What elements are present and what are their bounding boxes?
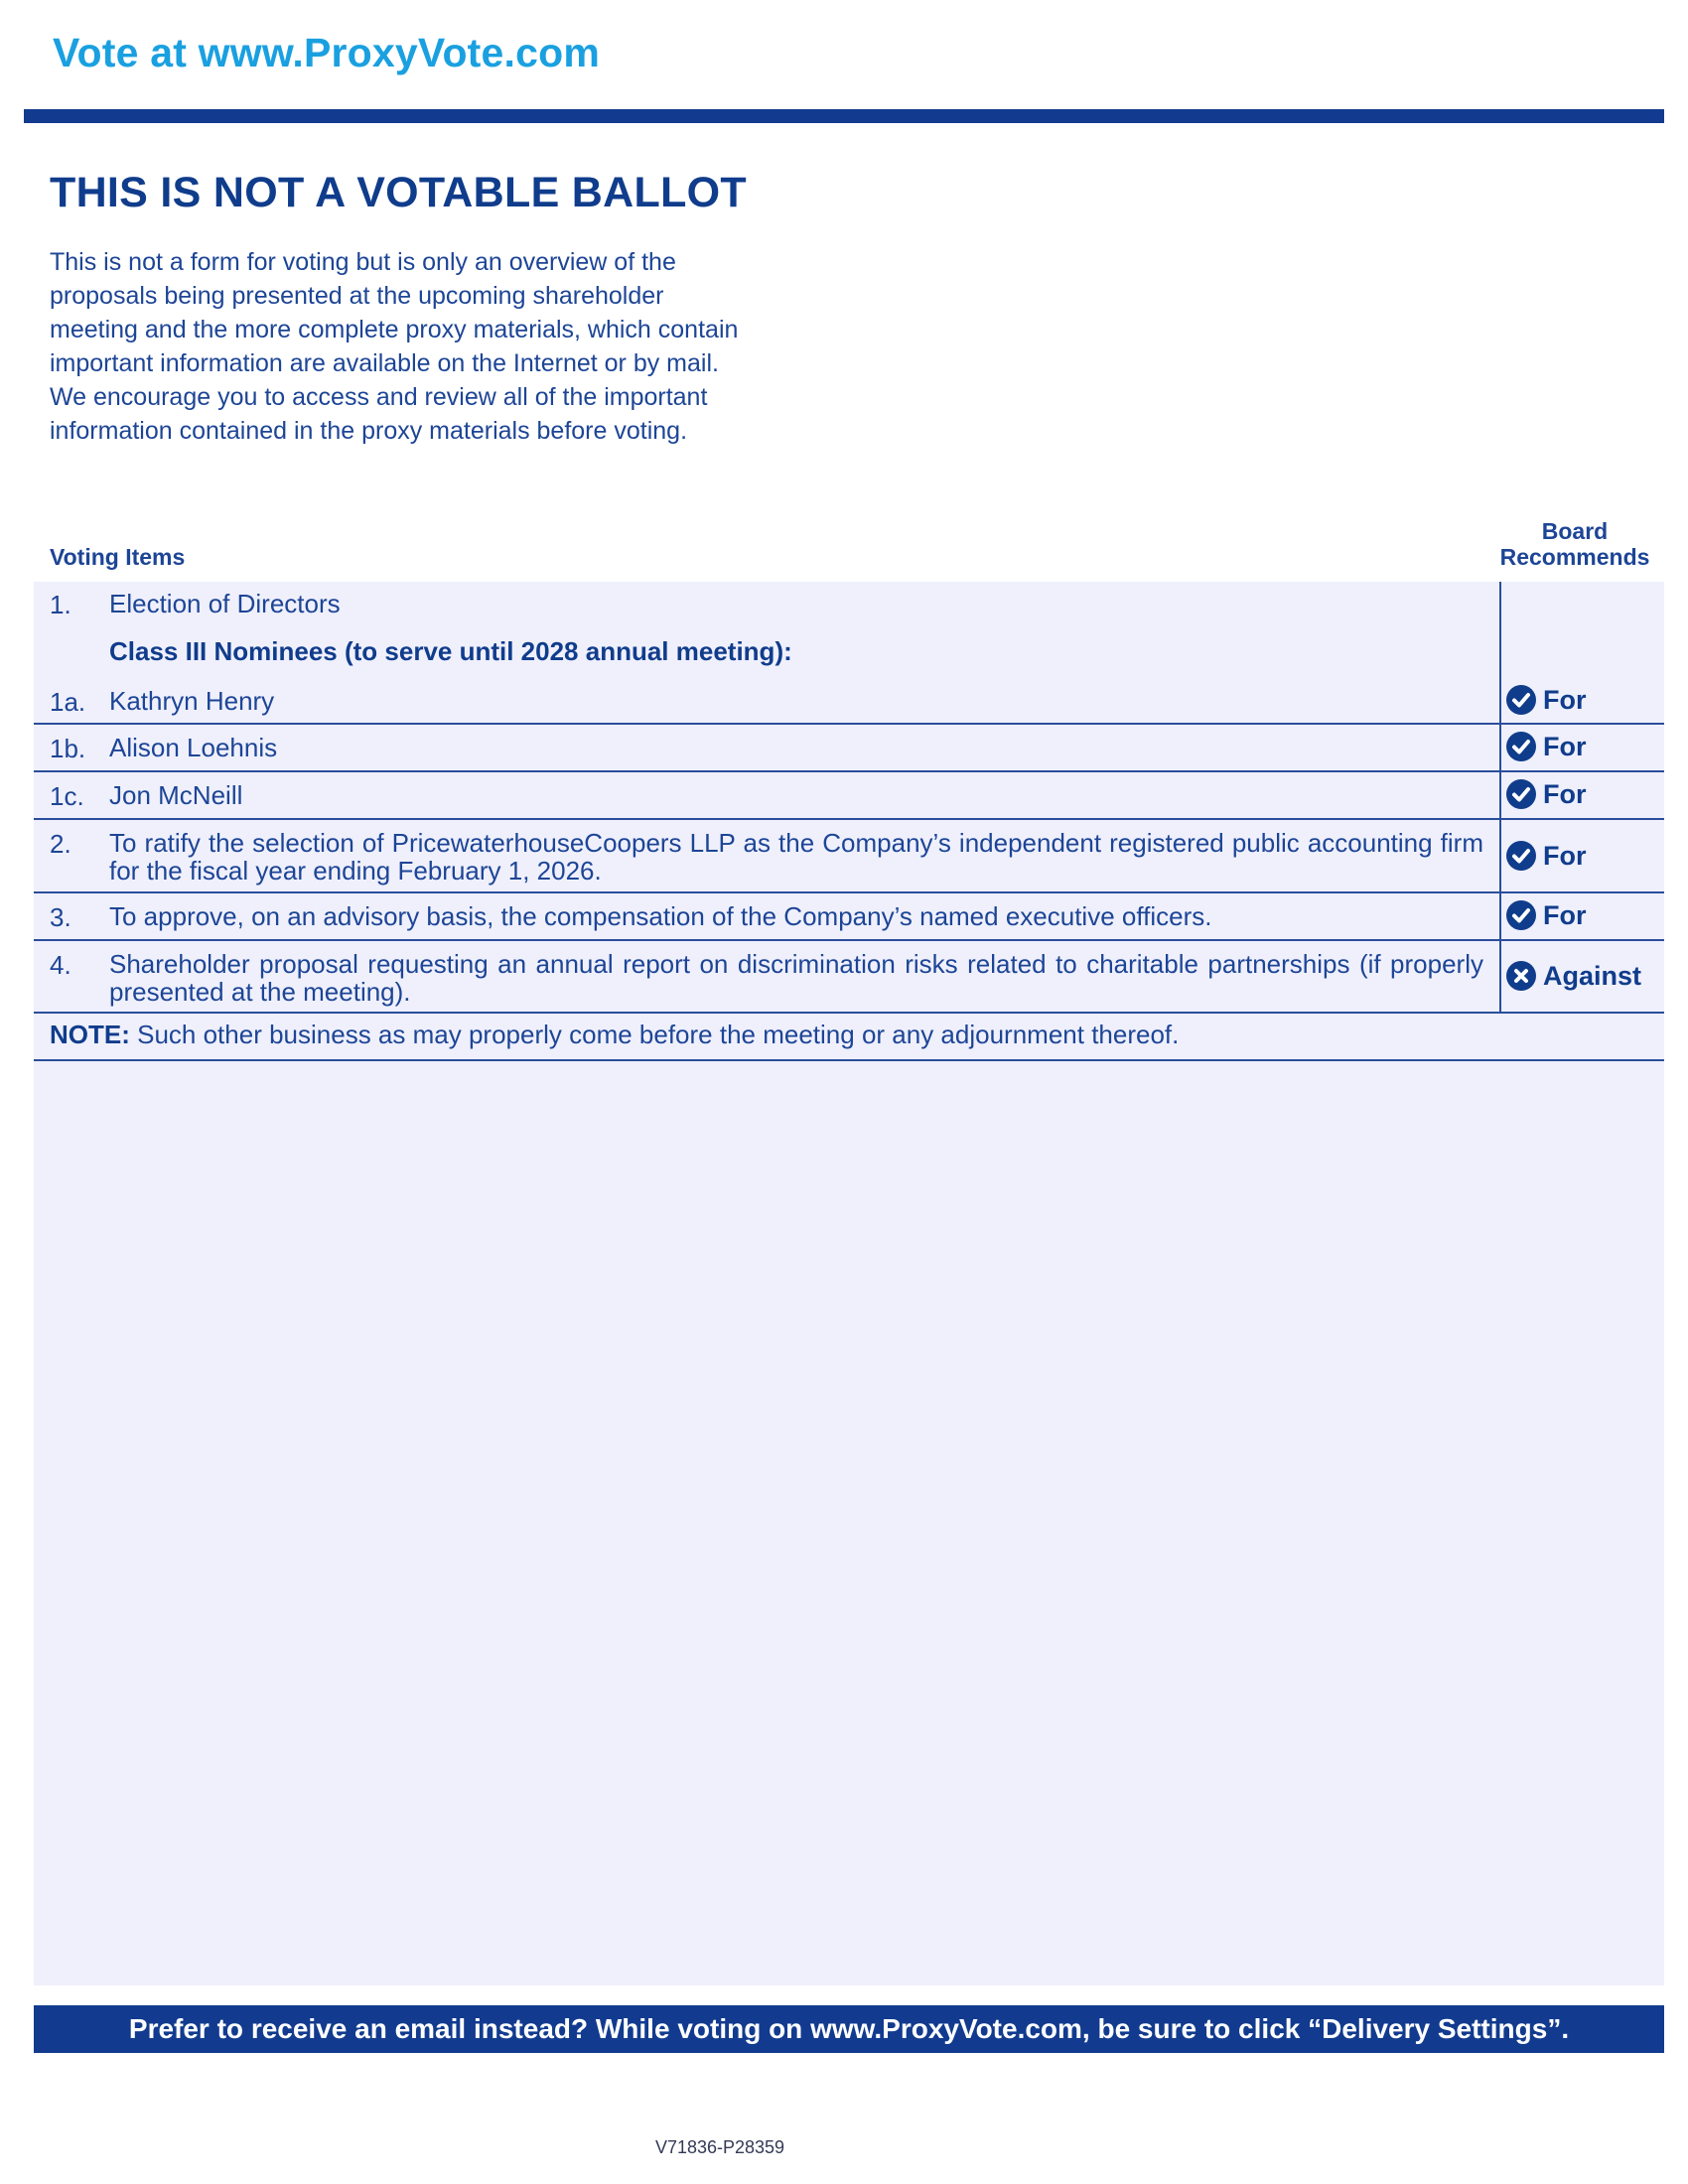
table-row — [34, 820, 1664, 893]
header-rule — [24, 109, 1664, 123]
intro-line: important information are available on the Internet or by mail. — [50, 349, 719, 377]
intro-line: proposals being presented at the upcoming shareholder — [50, 282, 664, 310]
item-number: 1a. — [50, 687, 86, 717]
table-row — [34, 677, 1664, 725]
page-title: THIS IS NOT A VOTABLE BALLOT — [50, 169, 747, 216]
delivery-settings-banner — [34, 2005, 1664, 2053]
board-recommendation — [1505, 840, 1587, 872]
proxyvote-header-link[interactable]: Vote at www.ProxyVote.com — [53, 30, 601, 75]
item-text: Alison Loehnis — [109, 733, 278, 762]
item-text: To approve, on an advisory basis, the compensation of the Company’s named executive officers. — [109, 901, 1212, 931]
item-text: Shareholder proposal requesting an annual report on discrimination risks related to charitable partnerships (if properly presented at the meeting). — [109, 949, 1483, 1007]
recommendation-label: For — [1543, 684, 1587, 715]
intro-line: meeting and the more complete proxy materials, which contain — [50, 316, 739, 343]
table-row — [34, 893, 1664, 941]
check-circle-icon — [1505, 778, 1537, 810]
item-number: 1b. — [50, 734, 86, 763]
board-recommendation — [1505, 899, 1587, 931]
board-recommendation — [1505, 731, 1587, 762]
board-recommendation — [1505, 684, 1587, 716]
intro-line: information contained in the proxy materials before voting. — [50, 417, 688, 445]
recommendation-label: For — [1543, 731, 1587, 761]
election-row — [34, 582, 1664, 625]
item-number: 1c. — [50, 781, 84, 811]
table-row — [34, 725, 1664, 772]
recommendation-label: Against — [1543, 960, 1642, 991]
board-header-line: Board — [1541, 518, 1609, 544]
item-number: 2. — [50, 829, 71, 859]
item-number: 1. — [50, 590, 71, 619]
nominee-subheading-row — [34, 629, 1664, 673]
recommendation-label: For — [1543, 778, 1587, 809]
item-text: To ratify the selection of PricewaterhouseCoopers LLP as the Company’s independent registered public accounting firm for the fiscal year ending February 1, 2026. — [109, 828, 1483, 886]
note-text — [50, 1020, 1179, 1050]
note-body: Such other business as may properly come before the meeting or any adjournment thereof. — [129, 1020, 1180, 1049]
intro-line: This is not a form for voting but is only an overview of the — [50, 248, 676, 276]
recommendation-label: For — [1543, 840, 1587, 871]
item-text: Jon McNeill — [109, 780, 243, 810]
item-text: Election of Directors — [109, 589, 341, 618]
check-circle-icon — [1505, 684, 1537, 716]
board-header-line: Recommends — [1499, 544, 1650, 570]
nominee-subheading: Class III Nominees (to serve until 2028 annual meeting): — [109, 636, 792, 666]
check-circle-icon — [1505, 731, 1537, 762]
check-circle-icon — [1505, 899, 1537, 931]
intro-paragraph — [50, 245, 824, 448]
recommendation-label: For — [1543, 899, 1587, 930]
banner-text: Prefer to receive an email instead? While voting on www.ProxyVote.com, be sure to click “Delivery Settings”. — [128, 2013, 1570, 2044]
board-recommendation — [1505, 778, 1587, 810]
x-circle-icon — [1505, 960, 1537, 992]
note-label: NOTE: — [50, 1020, 130, 1049]
table-row — [34, 772, 1664, 820]
table-row — [34, 941, 1664, 1014]
item-number: 4. — [50, 950, 71, 980]
control-code: V71836-P28359 — [654, 2137, 785, 2157]
board-recommends-header — [1485, 518, 1664, 570]
item-number: 3. — [50, 902, 71, 932]
board-recommendation — [1505, 960, 1641, 992]
intro-line: We encourage you to access and review all of the important — [50, 383, 708, 411]
item-text: Kathryn Henry — [109, 686, 275, 716]
check-circle-icon — [1505, 840, 1537, 872]
voting-items-header: Voting Items — [50, 544, 186, 570]
